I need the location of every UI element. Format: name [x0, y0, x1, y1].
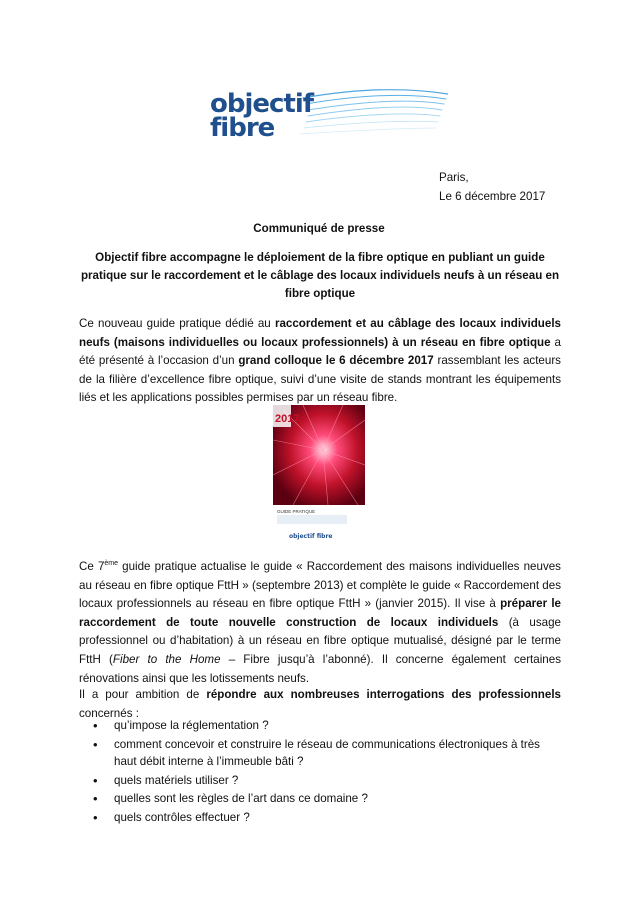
- city: Paris,: [439, 171, 469, 184]
- cover-year: 2017: [275, 413, 300, 425]
- paragraph-ambition: Il a pour ambition de répondre aux nombreuses interrogations des professionnels concernés :: [79, 688, 561, 720]
- cover-brand: objectif fibre: [289, 533, 333, 540]
- paragraph-guide-details: Ce 7ème guide pratique actualise le guide « Raccordement des maisons individuelles neuves au réseau en fibre optique FttH » (septembre 2013) et complète le guide « Raccordement des locaux professionnels au réseau en fibre optique FttH » (janvier 2015). Il vise à préparer le raccordement de toute nouvelle construction de locaux individuels (à usage professionnel ou d’habitation) à un réseau en fibre optique mutualisé, désigné par le terme FttH (Fiber to the Home – Fibre jusqu’à l’abonné). Il concerne également certaines rénovations ainsi que les lotissements neufs.: [79, 560, 561, 685]
- list-item: • qu’impose la réglementation ?: [93, 717, 563, 735]
- list-item: • quels contrôles effectuer ?: [93, 809, 563, 827]
- list-item: • comment concevoir et construire le réseau de communications électroniques à très haut débit interne à l’immeuble bâti ?: [93, 736, 563, 771]
- objectif-fibre-logo: [208, 88, 448, 140]
- guide-cover-image: [273, 405, 365, 545]
- paragraph-intro: Ce nouveau guide pratique dédié au raccordement et au câblage des locaux individuels neufs (maisons individuelles ou locaux professionnels) à un réseau en fibre optique a été présenté à l’occasion d’un grand colloque le 6 décembre 2017 rassemblant les acteurs de la filière d’excellence fibre optique, suivi d’une visite de stands montrant les équipements liés et les applications possibles permises par un réseau fibre.: [79, 317, 562, 405]
- press-release-label: Communiqué de presse: [253, 222, 385, 235]
- logo-line1: objectif: [210, 89, 314, 119]
- ftth-expansion: Fiber to the Home: [112, 652, 221, 666]
- list-item: • quels matériels utiliser ?: [93, 772, 563, 790]
- questions-list: [93, 717, 563, 827]
- guide-emphasis: préparer le raccordement de toute nouvelle construction de locaux individuels: [79, 597, 561, 629]
- intro-emphasis-1: raccordement et au câblage des locaux individuels neufs (maisons individuelles ou locaux professionnels) à un réseau en fibre optique: [79, 317, 561, 349]
- logo-line2: fibre: [210, 113, 275, 140]
- headline: Objectif fibre accompagne le déploiement de la fibre optique en publiant un guide pratique sur le raccordement et le câblage des locaux individuels neufs à un réseau en fibre optique: [80, 251, 560, 300]
- date: Le 6 décembre 2017: [439, 190, 546, 203]
- intro-emphasis-2: grand colloque le 6 décembre 2017: [238, 354, 434, 368]
- logo-swoosh-icon: [300, 90, 448, 134]
- ambition-emphasis: répondre aux nombreuses interrogations des professionnels: [206, 688, 561, 701]
- cover-band-title: GUIDE PRATIQUE: [277, 509, 316, 514]
- place-date: [439, 168, 545, 206]
- list-item: • quelles sont les règles de l’art dans ce domaine ?: [93, 790, 563, 808]
- superscript-eme: ème: [104, 560, 119, 568]
